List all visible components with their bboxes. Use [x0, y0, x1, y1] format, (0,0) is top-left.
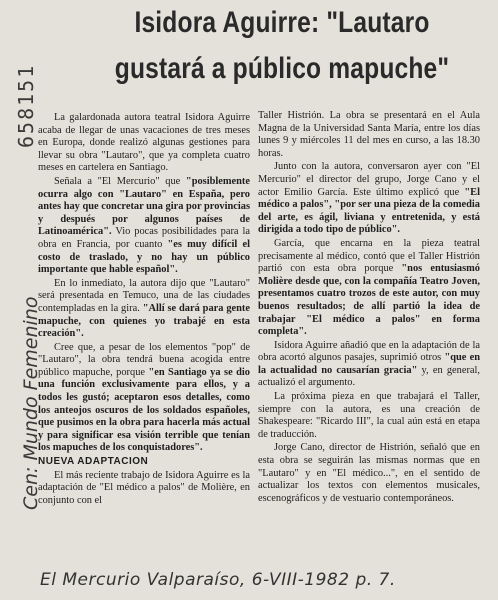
quote-bold: "Allí se dará para gente mapuche, con quienes yo trabajé en esta creación".	[38, 302, 250, 340]
paragraph: Taller Histrión. La obra se presentará en el Aula Magna de la Universidad Santa María, entre los días lunes 9 y miércoles 11 del mes en curso, a las 18.30 horas.	[258, 110, 480, 159]
text-run: En lo inmediato, la autora dijo que "Lautaro" será presentada en Temuco, una de las ciudades contempladas en la gira.	[38, 277, 250, 314]
paragraph	[258, 340, 480, 390]
paragraph	[258, 238, 480, 339]
paragraph	[258, 161, 480, 237]
paragraph: La próxima pieza en que trabajará el Taller, siempre con la autora, es una creación de Shakespeare: "Ricardo III", la cual aún está en etapa de traducción.	[258, 391, 480, 440]
paragraph	[38, 342, 250, 455]
paragraph: Jorge Cano, director de Histrión, señaló que en esta obra se seguirán las mismas normas que en "Lautaro" y en "El médico...", en el sentido de actualizar los textos con elementos musicales, escenográficos y de vestuario contemporáneos.	[258, 442, 480, 504]
quote-bold: "es muy difícil el costo de traslado, y no hay un público importante que hable español".	[38, 238, 251, 276]
paragraph	[38, 176, 250, 277]
quote-bold: "posiblemente ocurra algo con "Lautaro" en España, pero antes hay que concretar una gira por provincias y después por algunos países de Latinoamérica".	[38, 175, 250, 238]
text-run: y, en general, actualizó el argumento.	[258, 364, 481, 389]
text-run: Cree que, a pesar de los elementos "pop" de "Lautaro", la obra tendrá buena acogida entre público mapuche, porque	[38, 341, 250, 378]
section-subheading: NUEVA ADAPTACION	[38, 456, 149, 468]
quote-bold: "El médico a palos", "por ser una pieza de la comedia del arte, es ágil, liviana y entretenida, y está dirigida a todo tipo de público".	[258, 186, 480, 236]
handwritten-side-note: Cen: Mundo Femenino	[20, 296, 42, 510]
paragraph: La galardonada autora teatral Isidora Aguirre acaba de llegar de unas vacaciones de tres meses en Europa, donde realizó algunas gestiones para llevar su obra "Lautaro", que ya completa cuatro meses en cartelera en Santiago.	[38, 112, 250, 174]
paragraph	[38, 278, 250, 341]
text-run: Vio pocas posibilidades para la obra en Francia, por cuanto	[38, 226, 250, 250]
text-run: Junto con la autora, conversaron ayer con "El Mercurio" el director del grupo, Jorge Cano y el actor Emilio García. Este último explicó que	[258, 161, 480, 198]
text-run: García, que encarna en la pieza teatral precisamente al médico, contó que el Taller Histrión partió con esta obra porque	[258, 237, 480, 275]
quote-bold: "en Santiago ya se dio una función exclusivamente para ellos, y a todos les gustó; aceptaron esos detalles, como los anteojos oscuros de los soldados españoles, que pusimos en la obra para hacerla más actual y para significar esa visión terrible que tenían los mapuches de los conquistadores".	[38, 366, 250, 454]
article-column-right	[258, 110, 480, 506]
paragraph: El más reciente trabajo de Isidora Aguirre es la adaptación de "El médico a palos" de Molière, en conjunto con el	[38, 469, 250, 506]
text-run: Señala a "El Mercurio" que	[54, 175, 186, 187]
headline-line-2: gustará a público mapuche"	[114, 52, 450, 85]
quote-bold: "nos entusiasmó Molière desde que, con la compañía Teatro Joven, presentamos cuatro trozos de este autor, con muy buenos resultados; de allí partió la idea de trabajar "El médico a palos" en forma completa".	[258, 263, 480, 338]
text-run: Isidora Aguirre añadió que en la adaptación de la obra acortó algunos pasajes, suprimió otros	[258, 339, 480, 364]
archive-stamp-number: 658151	[14, 63, 38, 148]
article-column-left	[38, 112, 250, 508]
handwritten-source-citation: El Mercurio Valparaíso, 6-VIII-1982 p. 7.	[40, 570, 396, 590]
quote-bold: "que en la actualidad no causarían gracia"	[258, 352, 480, 376]
headline-line-1: Isidora Aguirre: "Lautaro	[134, 6, 430, 39]
